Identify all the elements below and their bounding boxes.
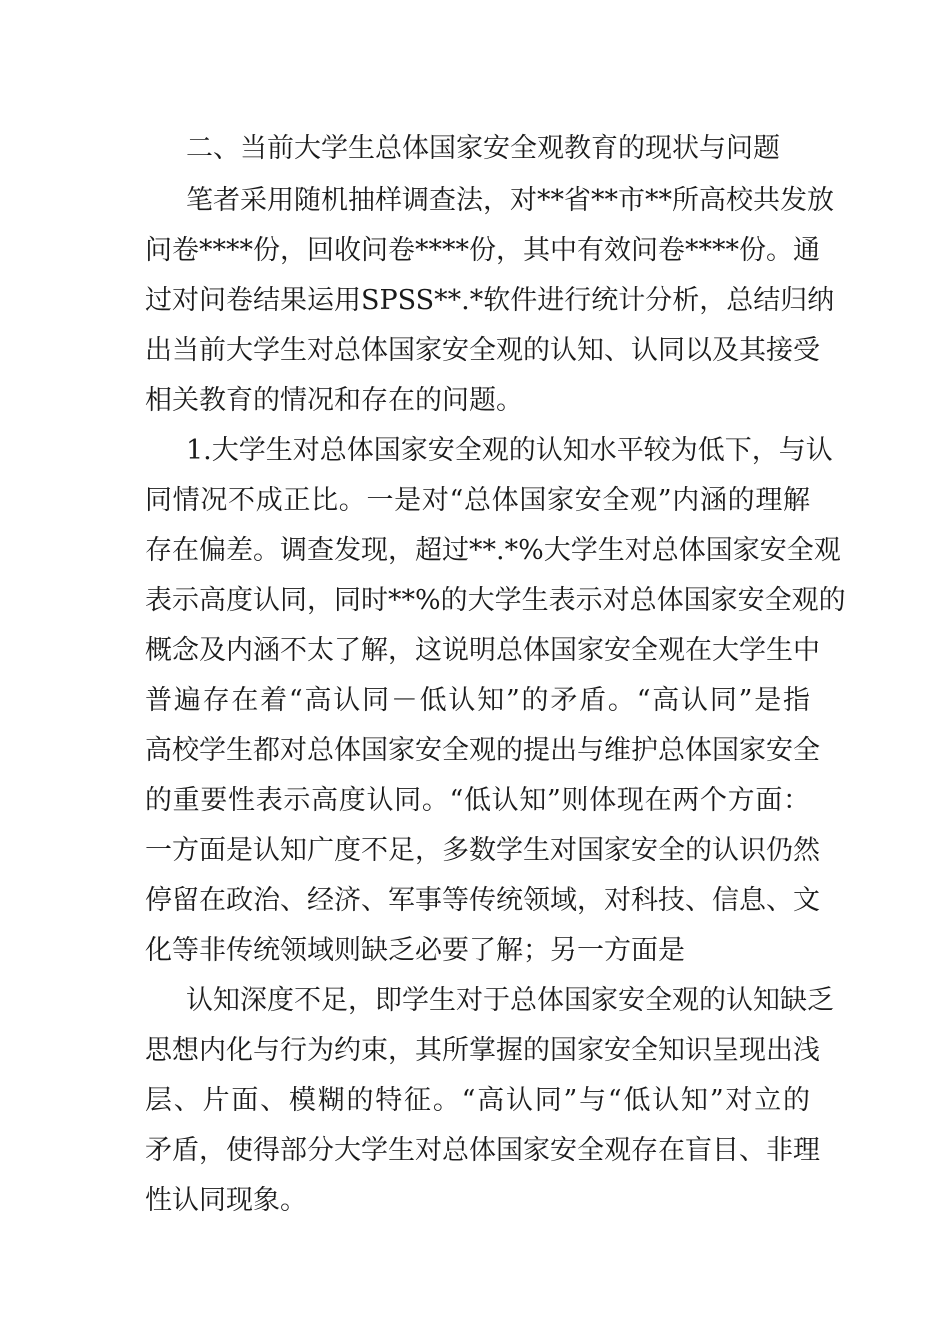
paragraph-2-line-1: 1.大学生对总体国家安全观的认知水平较为低下，与认 <box>186 435 833 466</box>
paragraph-1-line-4: 出当前大学生对总体国家安全观的认知、认同以及其接受 <box>145 335 820 366</box>
section-heading: 二、当前大学生总体国家安全观教育的现状与问题 <box>186 133 780 164</box>
paragraph-2-line-4: 表示高度认同，同时**%的大学生表示对总体国家安全观的 <box>145 585 846 616</box>
paragraph-1-line-5: 相关教育的情况和存在的问题。 <box>145 385 523 416</box>
paragraph-2-line-5: 概念及内涵不太了解，这说明总体国家安全观在大学生中 <box>145 635 820 666</box>
paragraph-3-line-5: 性认同现象。 <box>145 1185 307 1216</box>
paragraph-1-line-3: 过对问卷结果运用SPSS**.*软件进行统计分析，总结归纳 <box>145 285 835 316</box>
paragraph-2-line-10: 停留在政治、经济、军事等传统领域，对科技、信息、文 <box>145 885 820 916</box>
paragraph-1-line-1: 笔者采用随机抽样调查法，对**省**市**所高校共发放 <box>186 185 834 216</box>
paragraph-3-line-1: 认知深度不足，即学生对于总体国家安全观的认知缺乏 <box>186 985 834 1016</box>
paragraph-2-line-7: 高校学生都对总体国家安全观的提出与维护总体国家安全 <box>145 735 820 766</box>
paragraph-2-line-3: 存在偏差。调查发现，超过**.*%大学生对总体国家安全观 <box>145 535 841 566</box>
paragraph-1-line-2: 问卷****份，回收问卷****份，其中有效问卷****份。通 <box>145 235 820 266</box>
paragraph-2-line-8: 的重要性表示高度认同。“低认知”则体现在两个方面： <box>145 785 810 816</box>
paragraph-2-line-6: 普遍存在着“高认同－低认知”的矛盾。“高认同”是指 <box>145 685 810 716</box>
paragraph-3-line-3: 层、片面、模糊的特征。“高认同”与“低认知”对立的 <box>145 1085 810 1116</box>
paragraph-2-line-2: 同情况不成正比。一是对“总体国家安全观”内涵的理解 <box>145 485 810 516</box>
paragraph-2-line-9: 一方面是认知广度不足，多数学生对国家安全的认识仍然 <box>145 835 820 866</box>
paragraph-3-line-4: 矛盾，使得部分大学生对总体国家安全观存在盲目、非理 <box>145 1135 820 1166</box>
paragraph-2-line-11: 化等非传统领域则缺乏必要了解；另一方面是 <box>145 935 685 966</box>
paragraph-3-line-2: 思想内化与行为约束，其所掌握的国家安全知识呈现出浅 <box>145 1035 820 1066</box>
